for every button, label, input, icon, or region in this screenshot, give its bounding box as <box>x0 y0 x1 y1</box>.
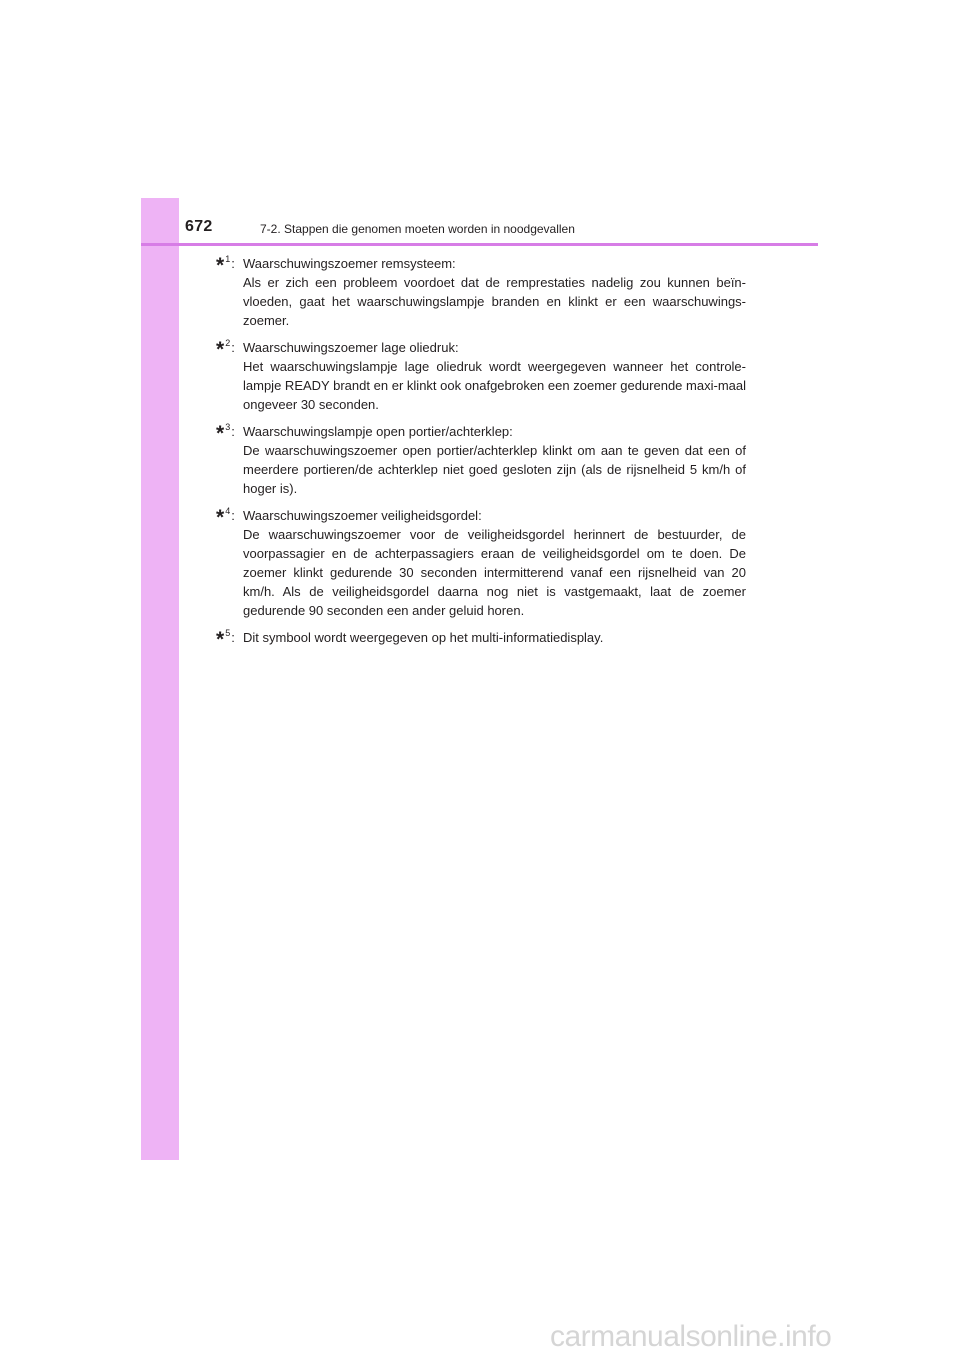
footnote-number: 2 <box>225 338 231 348</box>
footnotes-list <box>216 254 746 655</box>
footnote-marker: *$^1$: <box>216 254 235 277</box>
footnote-body: Het waarschuwingslampje lage oliedruk wordt weergegeven wanneer het controle-lampje READY brandt en er klinkt ook onafgebroken een zoemer gedurende maxi-maal ongeveer 30 seconden. <box>243 359 746 412</box>
footnote-5 <box>216 628 746 651</box>
footnote-2 <box>216 338 746 414</box>
asterisk-icon: * <box>216 254 225 277</box>
asterisk-icon: * <box>216 628 225 651</box>
footnote-number: 3 <box>225 422 231 432</box>
asterisk-icon: * <box>216 338 225 361</box>
footnote-number: 5 <box>225 628 231 638</box>
footnote-3 <box>216 422 746 498</box>
footnote-title: Dit symbool wordt weergegeven op het multi-informatiedisplay. <box>243 630 604 645</box>
footnote-1 <box>216 254 746 330</box>
watermark-link[interactable]: carmanualsonline.info <box>550 1320 832 1353</box>
footnote-marker: *$^2$: <box>216 338 235 361</box>
footnote-body: De waarschuwingszoemer open portier/achterklep klinkt om aan te geven dat een of meerdere portieren/de achterklep niet goed gesloten zijn (als de rijsnelheid 5 km/h of hoger is). <box>243 443 746 496</box>
page-header <box>141 198 818 244</box>
page-number: 672 <box>185 218 213 235</box>
footnote-title: Waarschuwingszoemer veiligheidsgordel: <box>243 508 482 523</box>
header-divider <box>141 243 818 246</box>
section-title: 7-2. Stappen die genomen moeten worden in noodgevallen <box>260 222 575 236</box>
chapter-side-tab <box>141 198 179 1160</box>
asterisk-icon: * <box>216 422 225 445</box>
footnote-4 <box>216 506 746 620</box>
asterisk-icon: * <box>216 506 225 529</box>
footnote-body: Als er zich een probleem voordoet dat de remprestaties nadelig zou kunnen beïn-vloeden, gaat het waarschuwingslampje branden en klinkt er een waarschuwings-zoemer. <box>243 275 746 328</box>
footnote-number: 4 <box>225 506 231 516</box>
footnote-title: Waarschuwingslampje open portier/achterklep: <box>243 424 513 439</box>
footnote-marker: *$^3$: <box>216 422 235 445</box>
footnote-body: De waarschuwingszoemer voor de veiligheidsgordel herinnert de bestuurder, de voorpassagier en de achterpassagiers eraan de veiligheidsgordel om te doen. De zoemer klinkt gedurende 30 seconden intermitterend vanaf een rijsnelheid van 20 km/h. Als de veiligheidsgordel daarna nog niet is vastgemaakt, laat de zoemer gedurende 90 seconden een ander geluid horen. <box>243 527 746 618</box>
footnote-marker: *$^4$: <box>216 506 235 529</box>
footnote-number: 1 <box>225 254 231 264</box>
footnote-title: Waarschuwingszoemer lage oliedruk: <box>243 340 459 355</box>
footnote-title: Waarschuwingszoemer remsysteem: <box>243 256 456 271</box>
footnote-marker: *$^5$: <box>216 628 235 651</box>
